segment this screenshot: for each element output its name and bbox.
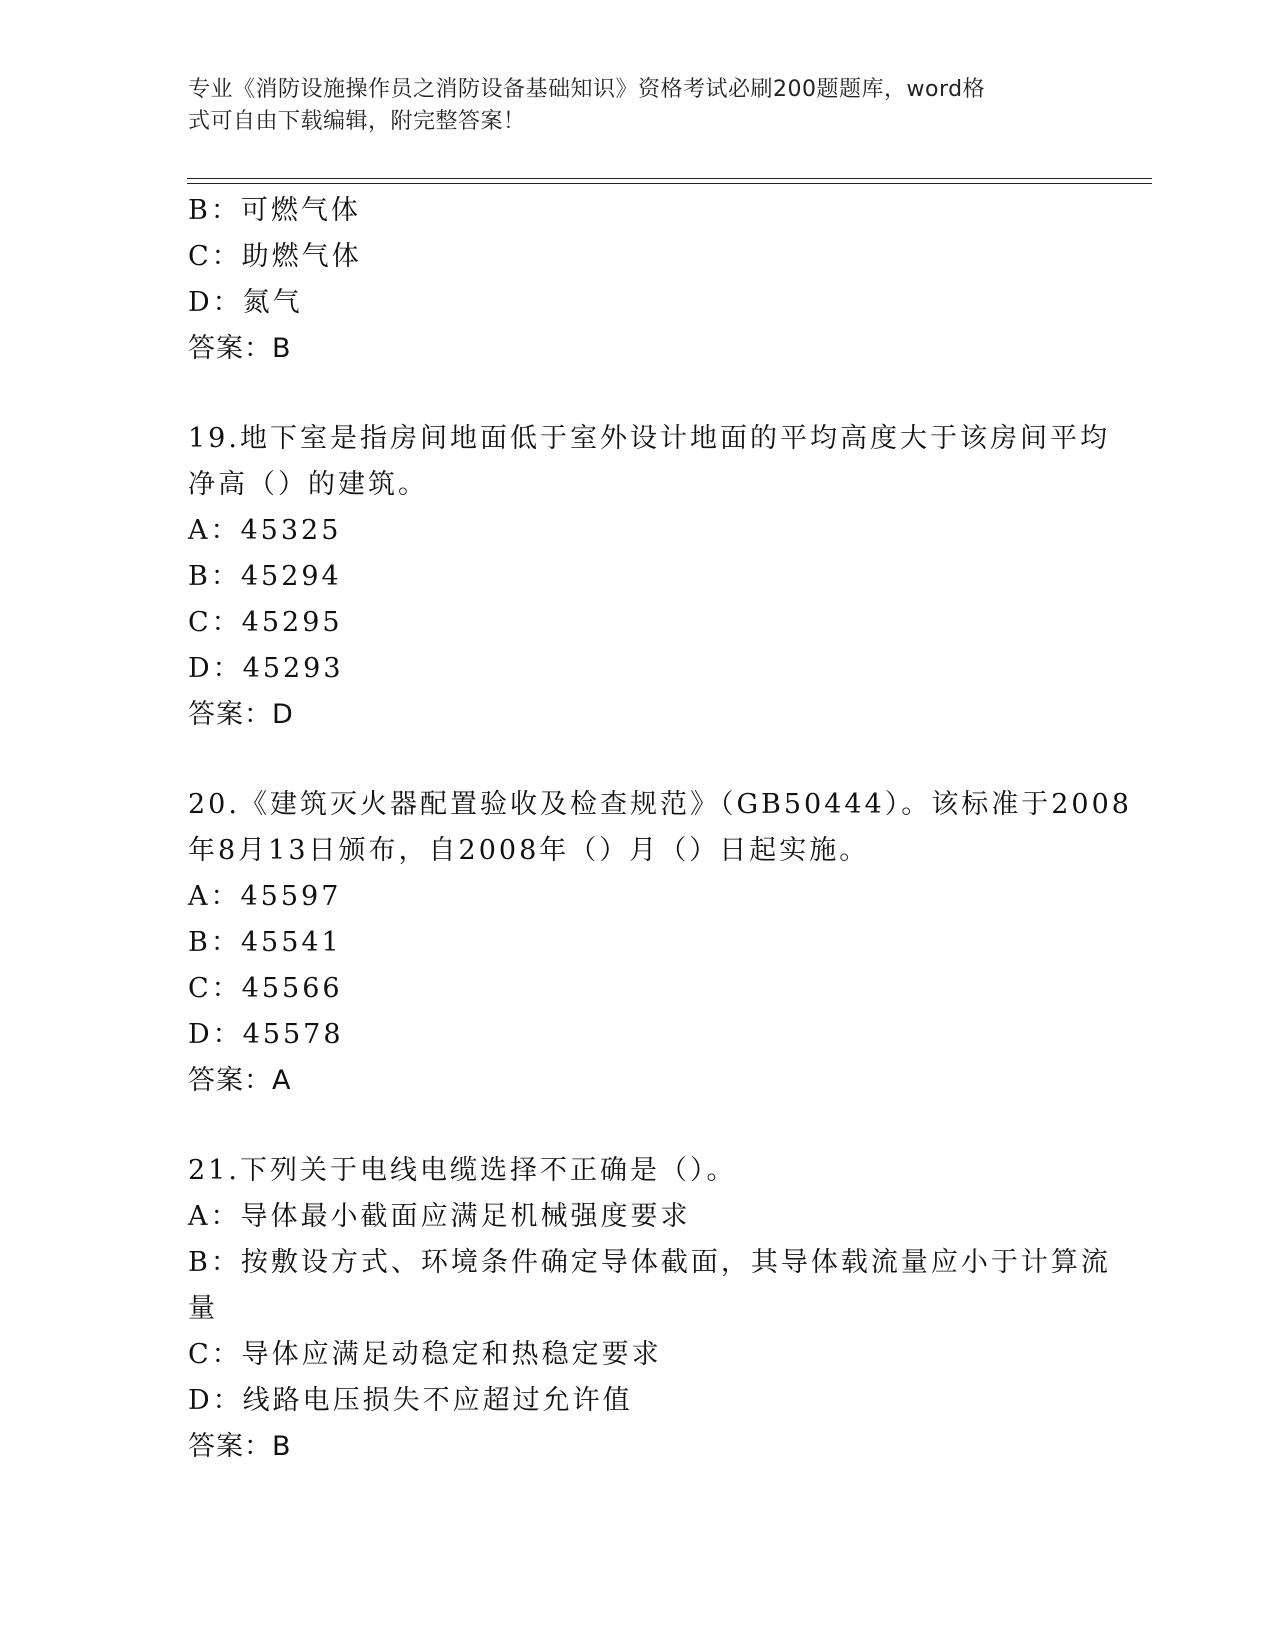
option-b: B：45294	[188, 561, 342, 592]
question-19-block	[188, 416, 1110, 738]
question-text-line-1: 21.下列关于电线电缆选择不正确是（）。	[188, 1155, 737, 1186]
option-b: B：按敷设方式、环境条件确定导体截面，其导体载流量应小于计算流	[188, 1247, 1111, 1278]
option-c: C：助燃气体	[188, 241, 362, 272]
question-text-line-2: 年8月13日颁布，自2008年（）月（）日起实施。	[188, 835, 870, 866]
option-d: D：45293	[188, 653, 344, 684]
option-b: B：可燃气体	[188, 195, 361, 226]
option-d: D：45578	[188, 1019, 344, 1050]
option-b-continuation: 量	[188, 1293, 218, 1324]
option-c: C：45566	[188, 973, 343, 1004]
header-divider-top	[187, 178, 1152, 179]
header-divider-bottom	[187, 183, 1152, 184]
question-21-block	[188, 1148, 1111, 1470]
spacer	[188, 1104, 1088, 1148]
question-text-line-1: 19.地下室是指房间地面低于室外设计地面的平均高度大于该房间平均	[188, 423, 1110, 454]
option-d: D：氮气	[188, 287, 303, 318]
question-20-block	[188, 782, 1132, 1104]
option-a: A：45325	[188, 515, 342, 546]
header-line-2: 式可自由下载编辑，附完整答案！	[188, 109, 526, 134]
question-text-line-2: 净高（）的建筑。	[188, 469, 428, 500]
header-line-1: 专业《消防设施操作员之消防设备基础知识》资格考试必刷200题题库，word格	[188, 77, 986, 102]
question-18-block	[188, 188, 1088, 372]
answer-line: 答案：B	[188, 1431, 292, 1462]
document-header	[188, 74, 1088, 138]
answer-line: 答案：B	[188, 333, 292, 364]
question-content	[188, 188, 1132, 1470]
option-b: B：45541	[188, 927, 342, 958]
option-c: C：45295	[188, 607, 343, 638]
option-a: A：导体最小截面应满足机械强度要求	[188, 1201, 691, 1232]
option-a: A：45597	[188, 881, 342, 912]
answer-line: 答案：A	[188, 1065, 292, 1096]
answer-line: 答案：D	[188, 699, 294, 730]
spacer	[188, 372, 1088, 416]
option-d: D：线路电压损失不应超过允许值	[188, 1385, 633, 1416]
option-c: C：导体应满足动稳定和热稳定要求	[188, 1339, 662, 1370]
question-text-line-1: 20.《建筑灭火器配置验收及检查规范》（GB50444）。该标准于2008	[188, 789, 1132, 820]
spacer	[188, 738, 1088, 782]
